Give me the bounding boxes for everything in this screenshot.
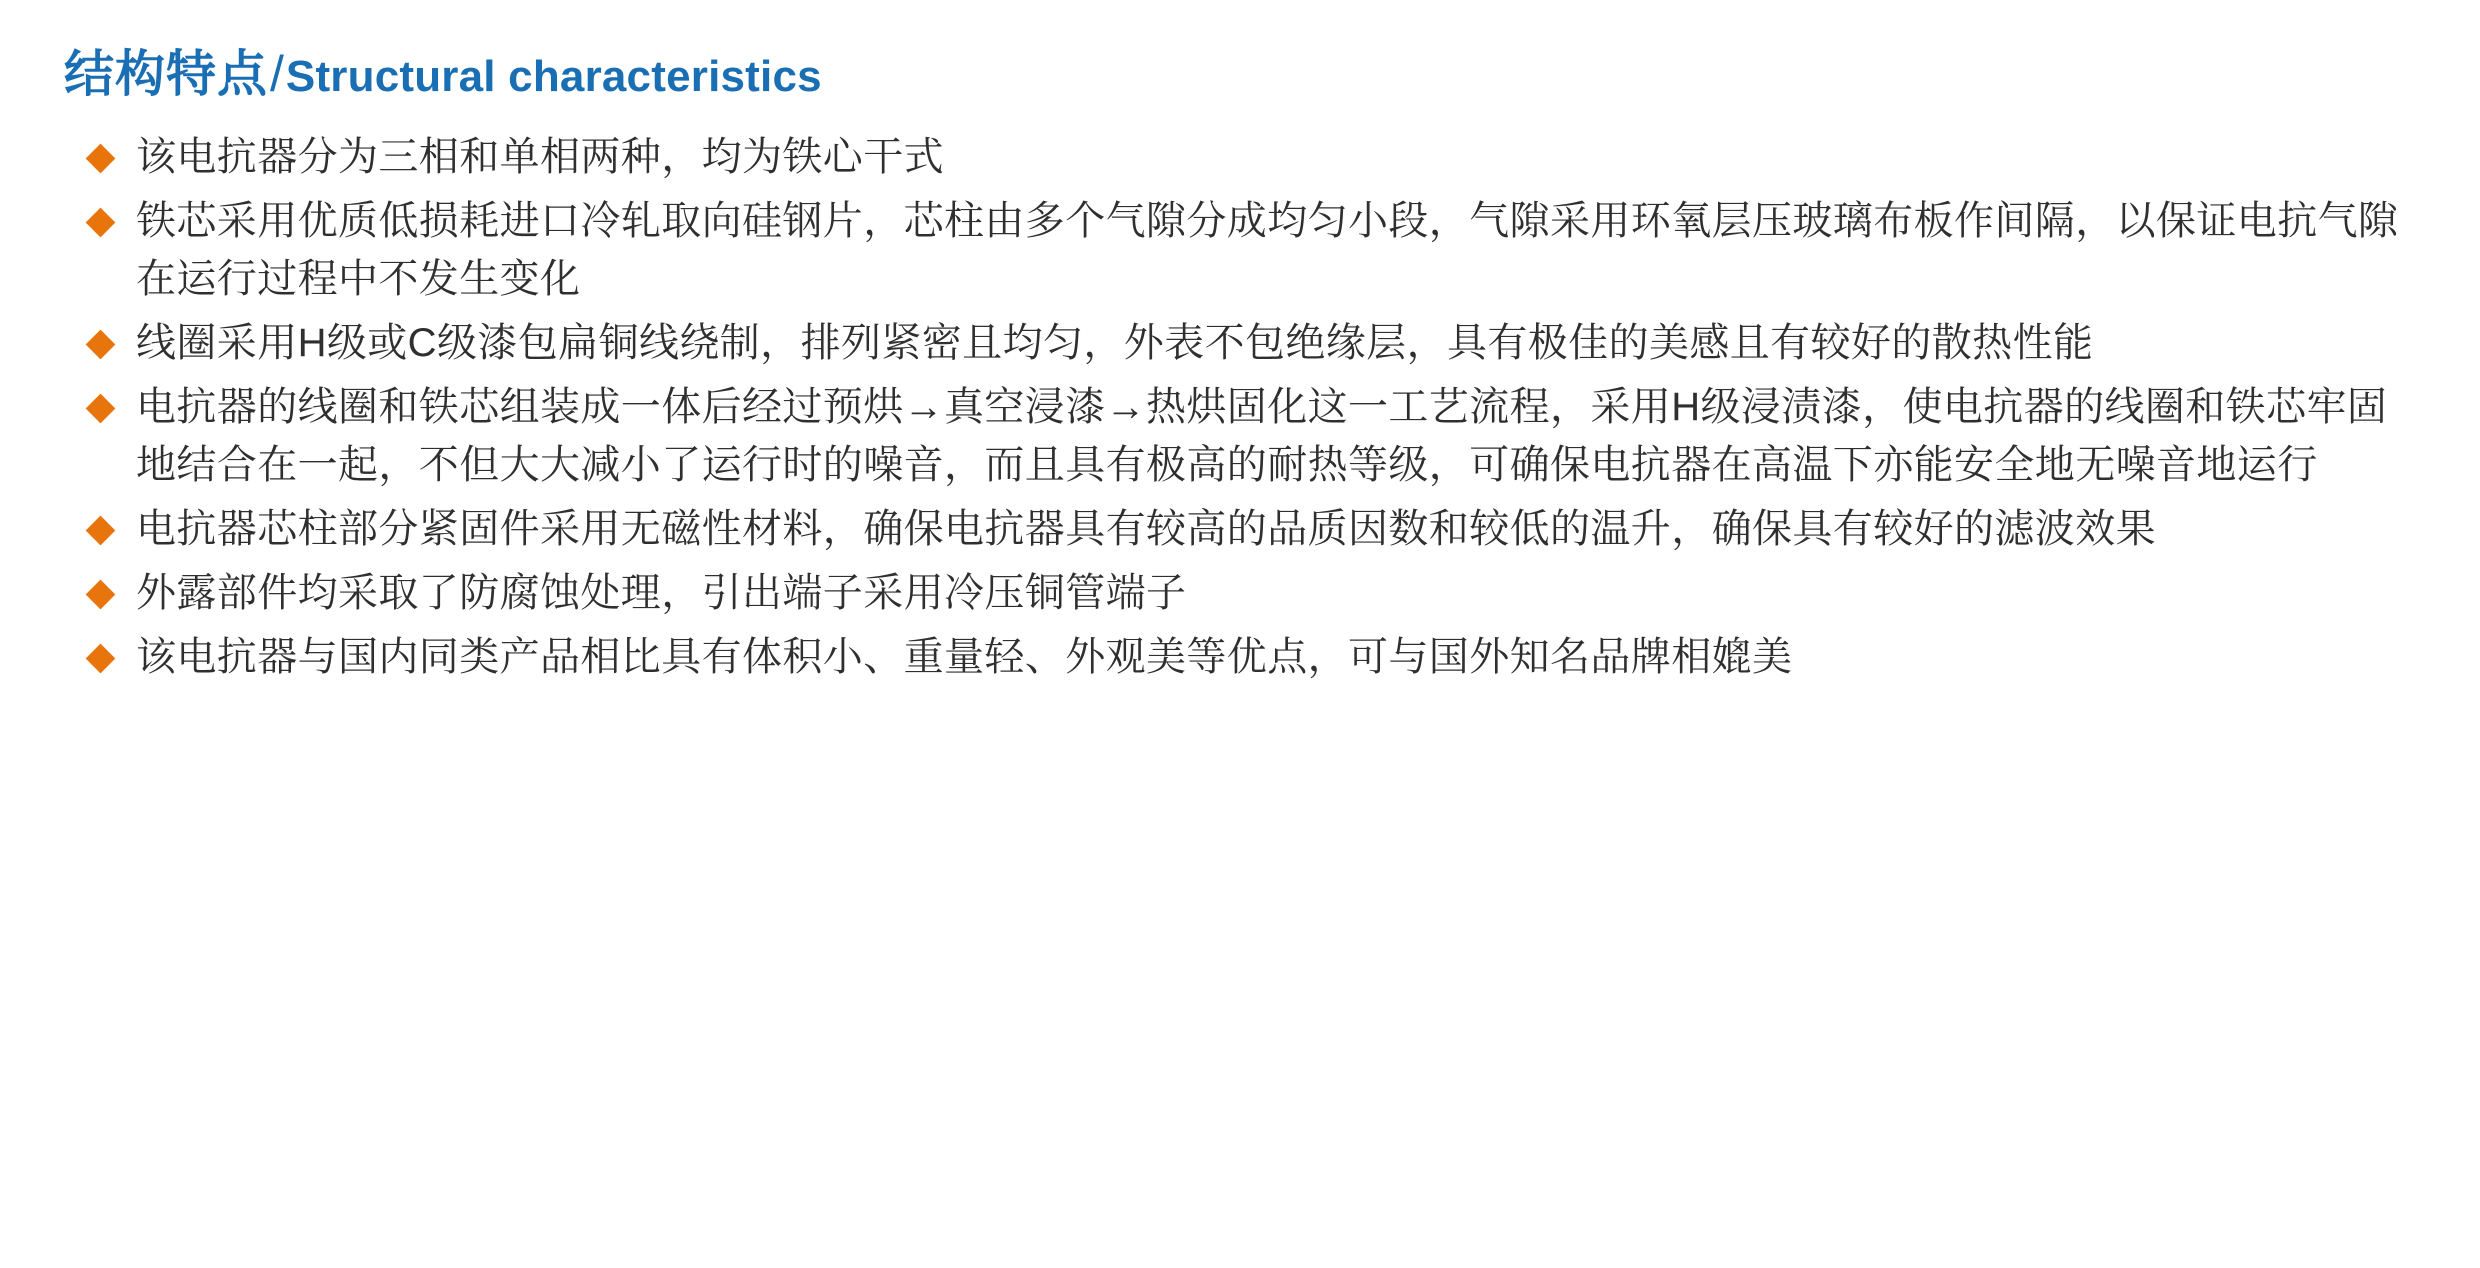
list-item xyxy=(90,192,2420,308)
list-item xyxy=(90,128,2420,186)
list-item xyxy=(90,628,2420,686)
structural-characteristics-list xyxy=(60,128,2420,686)
list-item-text: 铁芯采用优质低损耗进口冷轧取向硅钢片，芯柱由多个气隙分成均匀小段，气隙采用环氧层压玻璃布板作间隔，以保证电抗气隙在运行过程中不发生变化 xyxy=(136,199,2399,301)
list-item xyxy=(90,378,2420,494)
diamond-bullet-icon xyxy=(90,378,136,419)
list-item-text: 电抗器芯柱部分紧固件采用无磁性材料，确保电抗器具有较高的品质因数和较低的温升，确保具有较好的滤波效果 xyxy=(136,507,2156,551)
diamond-bullet-icon xyxy=(90,564,136,605)
diamond-bullet-icon xyxy=(90,128,136,169)
diamond-bullet-icon xyxy=(90,500,136,541)
page-title xyxy=(64,34,2420,106)
list-item-text: 线圈采用H级或C级漆包扁铜线绕制，排列紧密且均匀，外表不包绝缘层，具有极佳的美感且有较好的散热性能 xyxy=(136,321,2094,365)
diamond-bullet-icon xyxy=(90,192,136,233)
page-title-chinese: 结构特点 xyxy=(64,46,268,102)
list-item-text: 外露部件均采取了防腐蚀处理，引出端子采用冷压铜管端子 xyxy=(136,571,1187,615)
list-item xyxy=(90,500,2420,558)
page-title-separator: / xyxy=(270,46,284,102)
list-item xyxy=(90,564,2420,622)
page-title-english: Structural characteristics xyxy=(285,52,822,101)
list-item-text: 该电抗器分为三相和单相两种，均为铁心干式 xyxy=(136,135,944,179)
list-item-text: 该电抗器与国内同类产品相比具有体积小、重量轻、外观美等优点，可与国外知名品牌相媲美 xyxy=(136,635,1793,679)
diamond-bullet-icon xyxy=(90,628,136,669)
diamond-bullet-icon xyxy=(90,314,136,355)
list-item xyxy=(90,314,2420,372)
list-item-text: 电抗器的线圈和铁芯组装成一体后经过预烘→真空浸漆→热烘固化这一工艺流程，采用H级浸渍漆，使电抗器的线圈和铁芯牢固地结合在一起，不但大大减小了运行时的噪音，而且具有极高的耐热等级，可确保电抗器在高温下亦能安全地无噪音地运行 xyxy=(136,385,2388,487)
